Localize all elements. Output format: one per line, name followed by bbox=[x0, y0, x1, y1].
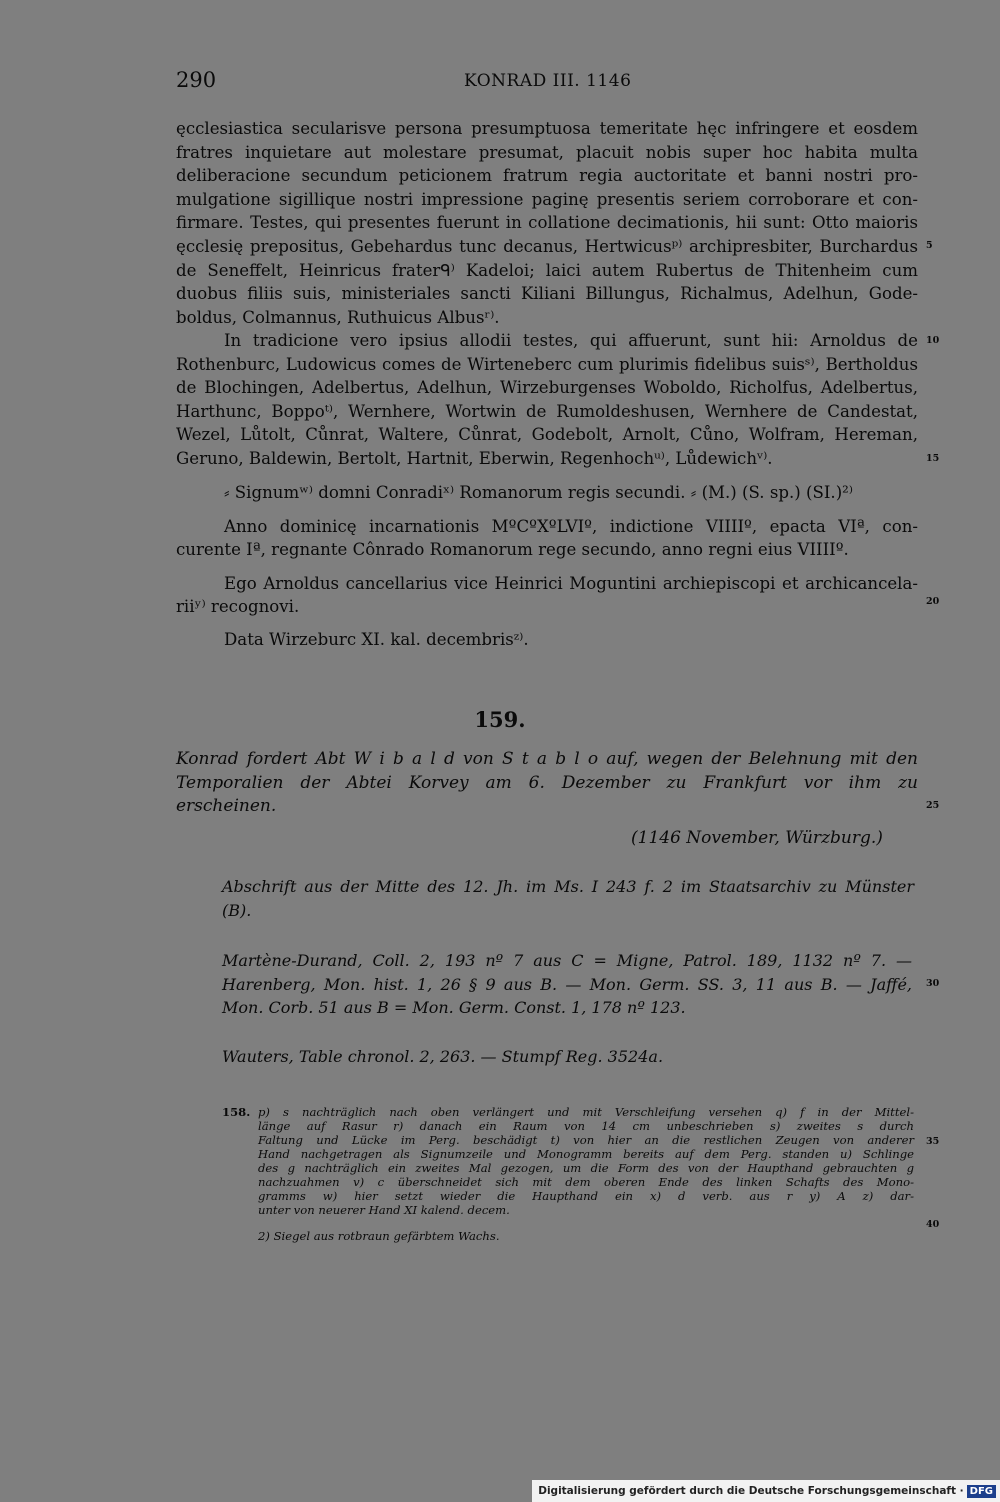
footnote-line: unter von neuerer Hand XI kalend. decem. bbox=[258, 1203, 510, 1217]
signum-line: ⸗ Signumʷ⁾ domni Conradiˣ⁾ Romanorum regis secundi. ⸗ (M.) (S. sp.) (SI.)²⁾ bbox=[224, 483, 853, 502]
body-line: fratres inquietare aut molestare presumat, placuit nobis super hoc habita multa bbox=[176, 143, 918, 162]
regest-line: Konrad fordert Abt W i b a l d von S t a b l o auf, wegen der Belehnung mit den bbox=[176, 749, 918, 769]
body-line: Rothenburc, Ludowicus comes de Wirteneberc cum plurimis fidelibus suisˢ⁾, Bertholdus bbox=[176, 355, 918, 374]
line-number: 15 bbox=[926, 453, 940, 464]
line-number: 25 bbox=[926, 800, 940, 811]
body-line: ęcclesiastica secularisve persona presumptuosa temeritate hęc infringere et eosdem bbox=[176, 119, 918, 138]
line-number: 20 bbox=[926, 596, 940, 607]
line-number: 35 bbox=[926, 1136, 940, 1147]
footnote-line: p) s nachträglich nach oben verlängert und mit Verschleifung versehen q) f in der Mittel- bbox=[258, 1105, 914, 1119]
editions-line: Mon. Corb. 51 aus B = Mon. Germ. Const. 1, 178 nº 123. bbox=[222, 998, 686, 1017]
editions-line: Harenberg, Mon. hist. 1, 26 § 9 aus B. — Mon. Germ. SS. 3, 11 aus B. — Jaffé, bbox=[222, 975, 912, 994]
line-number: 30 bbox=[926, 978, 940, 989]
dfg-logo: DFG bbox=[967, 1485, 996, 1498]
footnote-note-2: 2) Siegel aus rotbraun gefärbtem Wachs. bbox=[258, 1229, 500, 1243]
body-line: deliberacione secundum peticionem fratrum regia auctoritate et banni nostri pro- bbox=[176, 166, 918, 185]
footnote-line: gramms w) hier setzt wieder die Haupthand ein x) d verb. aus r y) A z) dar- bbox=[258, 1189, 914, 1203]
body-line: ęcclesię prepositus, Gebehardus tunc decanus, Hertwicusᵖ⁾ archipresbiter, Burchardus bbox=[176, 237, 918, 256]
regest-line: erscheinen. bbox=[176, 796, 277, 816]
footnote-line: länge auf Rasur r) danach ein Raum von 14 cm unbeschrieben s) zweites s durch bbox=[258, 1119, 914, 1133]
regest-line: Temporalien der Abtei Korvey am 6. Dezember zu Frankfurt vor ihm zu bbox=[176, 773, 918, 793]
line-number: 5 bbox=[926, 240, 933, 251]
body-line: firmare. Testes, qui presentes fuerunt in collatione decimationis, hii sunt: Otto maioris bbox=[176, 213, 918, 232]
dfg-text: Digitalisierung gefördert durch die Deutsche Forschungsgemeinschaft · bbox=[538, 1485, 964, 1497]
running-title: KONRAD III. 1146 bbox=[464, 71, 632, 91]
editions-line: Martène-Durand, Coll. 2, 193 nº 7 aus C = Migne, Patrol. 189, 1132 nº 7. — bbox=[222, 951, 912, 970]
anno-line: curente Iª, regnante Cônrado Romanorum rege secundo, anno regni eius VIIIIº. bbox=[176, 540, 849, 559]
anno-line: Anno dominicę incarnationis MºCºXºLVIº, indictione VIIIIº, epacta VIª, con- bbox=[224, 517, 918, 536]
ego-line: Ego Arnoldus cancellarius vice Heinrici Moguntini archiepiscopi et archicancela- bbox=[224, 574, 918, 593]
body-line: Geruno, Baldewin, Bertolt, Hartnit, Eberwin, Regenhochᵘ⁾, Lůdewichᵛ⁾. bbox=[176, 449, 773, 468]
data-line: Data Wirzeburc XI. kal. decembrisᶻ⁾. bbox=[224, 630, 529, 649]
abschrift-line: (B). bbox=[222, 901, 252, 920]
abschrift-line: Abschrift aus der Mitte des 12. Jh. im Ms. I 243 f. 2 im Staatsarchiv zu Münster bbox=[222, 877, 914, 896]
document-date: (1146 November, Würzburg.) bbox=[631, 828, 883, 848]
regesta-line: Wauters, Table chronol. 2, 263. — Stumpf Reg. 3524a. bbox=[222, 1047, 664, 1066]
footnote-line: Faltung und Lücke im Perg. beschädigt t) von hier an die restlichen Zeugen von anderer bbox=[258, 1133, 914, 1147]
body-line: de Seneffelt, Heinricus fraterᑫ⁾ Kadeloi; laici autem Rubertus de Thitenheim cum bbox=[176, 261, 918, 280]
body-line: In tradicione vero ipsius allodii testes, qui affuerunt, sunt hii: Arnoldus de bbox=[224, 331, 918, 350]
body-line: boldus, Colmannus, Ruthuicus Albusʳ⁾. bbox=[176, 308, 500, 327]
footnote-label: 158. bbox=[222, 1105, 251, 1119]
body-line: de Blochingen, Adelbertus, Adelhun, Wirzeburgenses Woboldo, Richolfus, Adelbertus, bbox=[176, 378, 918, 397]
footnote-line: nachzuahmen v) c überschneidet sich mit dem oberen Ende des linken Schafts des Mono- bbox=[258, 1175, 914, 1189]
body-line: Wezel, Lůtolt, Cůnrat, Waltere, Cůnrat, Godebolt, Arnolt, Cůno, Wolfram, Hereman, bbox=[176, 425, 918, 444]
line-number: 40 bbox=[926, 1219, 940, 1230]
dfg-footer bbox=[532, 1480, 1000, 1502]
ego-line: riiʸ⁾ recognovi. bbox=[176, 597, 300, 616]
document-number: 159. bbox=[474, 707, 526, 732]
page-number: 290 bbox=[176, 68, 217, 92]
body-line: mulgatione sigillique nostri impressione paginę presentis seriem corroborare et con- bbox=[176, 190, 918, 209]
footnote-line: Hand nachgetragen als Signumzeile und Monogramm bereits auf dem Perg. standen u) Schlinge bbox=[258, 1147, 914, 1161]
line-number: 10 bbox=[926, 335, 940, 346]
body-line: Harthunc, Boppoᵗ⁾, Wernhere, Wortwin de Rumoldeshusen, Wernhere de Candestat, bbox=[176, 402, 918, 421]
footnote-line: des g nachträglich ein zweites Mal gezogen, um die Form des von der Haupthand gebrauchten g bbox=[258, 1161, 914, 1175]
body-line: duobus filiis suis, ministeriales sancti Kiliani Billungus, Richalmus, Adelhun, Gode- bbox=[176, 284, 918, 303]
